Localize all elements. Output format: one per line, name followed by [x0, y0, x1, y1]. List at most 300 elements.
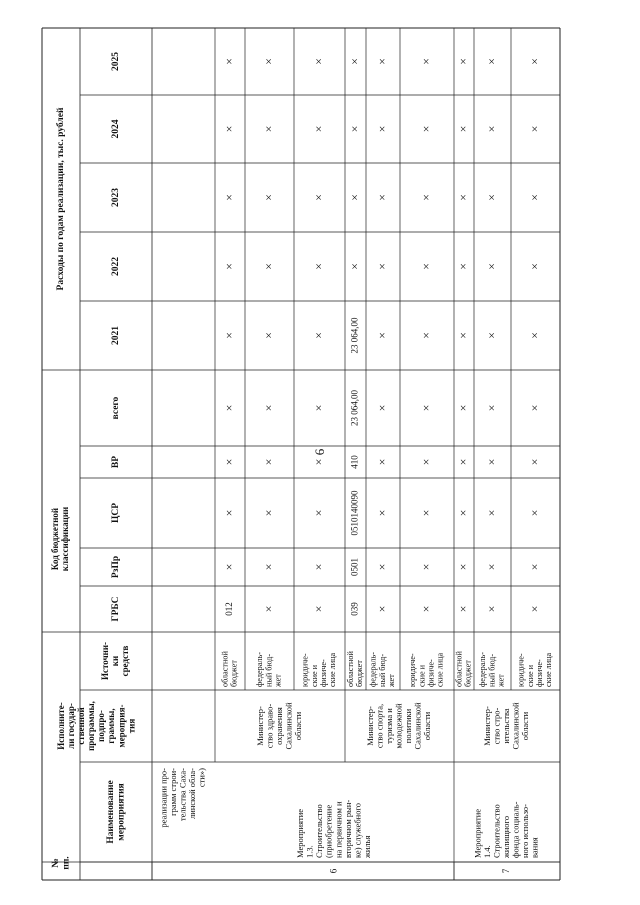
- cell-y2023-line: ×: [311, 194, 326, 201]
- header-expense-group: [55, 107, 66, 290]
- cell-rzpr: [222, 564, 236, 571]
- cell-total: [375, 405, 389, 412]
- cell-vr: [484, 459, 498, 466]
- row-source: [220, 651, 238, 687]
- cell-grbs: [261, 606, 275, 613]
- cell-y2023: [347, 194, 361, 201]
- row-source: [301, 652, 338, 687]
- cell-grbs-line: ×: [418, 605, 433, 613]
- cell-grbs-line: ×: [311, 605, 326, 613]
- row-executor-line: области: [519, 711, 530, 741]
- cell-vr-line: ×: [311, 458, 326, 466]
- cell-y2023-line: ×: [418, 194, 433, 201]
- table-cells: [50, 52, 553, 874]
- cell-y2022-line: ×: [374, 263, 389, 270]
- cell-y2023: [311, 194, 325, 201]
- cell-y2022: [375, 263, 389, 270]
- cell-rzpr: [375, 564, 389, 571]
- row-source: [408, 652, 445, 687]
- header-total: [111, 396, 121, 419]
- page-number: 6: [311, 448, 327, 456]
- header-source-line: ки: [110, 655, 121, 667]
- cell-grbs-line: ×: [484, 605, 499, 613]
- cell-y2022-line: ×: [311, 263, 326, 270]
- cell-y2021: [311, 332, 325, 339]
- row-executor: [482, 702, 530, 749]
- cell-y2021: [375, 332, 389, 339]
- cell-total: [311, 405, 325, 412]
- cell-y2022-line: ×: [347, 263, 362, 270]
- row-name-line: Строительство: [314, 804, 325, 858]
- header-num: [51, 856, 72, 869]
- cell-total: [350, 390, 360, 427]
- cell-vr-line: 410: [349, 455, 360, 469]
- cell-y2025-line: ×: [261, 58, 276, 65]
- cell-vr-line: ×: [527, 458, 542, 466]
- cell-grbs: [375, 606, 389, 613]
- cell-y2022: [222, 263, 236, 270]
- row-source-line: бюджет: [354, 660, 364, 687]
- cell-vr-line: ×: [221, 458, 236, 466]
- row-executor-line: ство здраво-: [264, 703, 275, 749]
- row-name-line: (приобретение: [323, 804, 334, 858]
- continuation-name: [158, 768, 206, 828]
- row-source-line: юридиче-: [408, 653, 418, 687]
- cell-csr: [222, 510, 236, 517]
- cell-y2025: [484, 58, 498, 65]
- cell-rzpr-line: 0501: [349, 558, 360, 576]
- row-source-line: ские и: [309, 664, 319, 687]
- cell-y2025-line: ×: [221, 58, 236, 65]
- cell-grbs-line: ×: [455, 605, 470, 613]
- cell-y2025: [456, 58, 470, 65]
- cell-y2024: [419, 126, 433, 133]
- row-name: [472, 801, 539, 859]
- cell-rzpr: [456, 564, 470, 571]
- row-source-line: юридиче-: [300, 653, 310, 687]
- cell-total: [456, 405, 470, 412]
- row-executor-line: Сахалинской: [510, 702, 521, 750]
- cell-y2025-line: ×: [484, 58, 499, 65]
- row-source-line: ный бюд-: [264, 653, 274, 687]
- cell-grbs: [224, 602, 234, 616]
- cell-total-line: ×: [418, 404, 433, 412]
- cell-y2023: [419, 194, 433, 201]
- cell-y2021-line: ×: [221, 332, 236, 339]
- cell-rzpr-line: ×: [221, 563, 236, 571]
- cell-y2023: [456, 194, 470, 201]
- cell-vr: [311, 459, 325, 466]
- row-source-line: ские и: [417, 664, 427, 687]
- cell-vr-line: ×: [418, 458, 433, 466]
- header-y2023-line: 2023: [111, 188, 122, 207]
- cell-y2024-line: ×: [527, 125, 542, 133]
- cell-y2025: [347, 58, 361, 65]
- cell-y2021: [527, 332, 541, 339]
- cell-y2023: [527, 194, 541, 201]
- cell-rzpr: [527, 564, 541, 571]
- cell-y2025-line: ×: [455, 58, 470, 65]
- cell-rzpr: [350, 558, 360, 576]
- header-source-line: Источни-: [99, 641, 110, 681]
- row-executor-line: Министер-: [364, 706, 375, 746]
- cell-rzpr: [419, 564, 433, 571]
- cell-rzpr-line: ×: [455, 563, 470, 571]
- row-executor-line: Министер-: [481, 706, 492, 746]
- row-executor-line: туризма и: [383, 708, 394, 744]
- cell-csr-line: ×: [311, 509, 326, 517]
- cell-csr: [527, 510, 541, 517]
- row-source-line: ские лица: [435, 652, 445, 687]
- cell-grbs: [350, 602, 360, 616]
- cell-y2021-line: ×: [455, 332, 470, 339]
- cell-total: [261, 405, 275, 412]
- cell-y2022-line: ×: [527, 263, 542, 270]
- cell-y2021: [222, 332, 236, 339]
- cell-vr: [456, 459, 470, 466]
- row-number-line: 6: [328, 868, 339, 874]
- row-source-line: федераль-: [368, 652, 378, 687]
- row-executor-line: области: [292, 711, 303, 741]
- cell-y2024: [261, 126, 275, 133]
- cell-vr: [419, 459, 433, 466]
- header-grbs-line: ГРБС: [111, 596, 122, 622]
- cell-csr: [311, 510, 325, 517]
- header-total-line: всего: [111, 396, 122, 420]
- header-executor-line: ственной: [75, 707, 86, 745]
- cell-rzpr-line: ×: [374, 563, 389, 571]
- cell-y2022: [347, 263, 361, 270]
- cell-csr: [419, 510, 433, 517]
- cell-y2021-line: ×: [261, 332, 276, 339]
- cell-y2025-line: ×: [418, 58, 433, 65]
- header-vr: [111, 456, 121, 468]
- row-name-line: жилья: [361, 835, 372, 858]
- cell-y2022-line: ×: [261, 263, 276, 270]
- cell-y2022-line: ×: [221, 263, 236, 270]
- header-executor-line: мероприя-: [116, 704, 127, 748]
- cell-y2025: [527, 58, 541, 65]
- row-executor-line: охранения: [273, 707, 284, 745]
- row-executor-line: Сахалинской: [283, 702, 294, 750]
- continuation-name-line: сти»): [196, 768, 207, 788]
- header-y2023: [111, 188, 121, 207]
- cell-y2024: [484, 126, 498, 133]
- cell-total-line: ×: [374, 404, 389, 412]
- row-name-line: Мероприятие: [472, 808, 483, 858]
- cell-y2021: [261, 332, 275, 339]
- cell-y2025: [222, 58, 236, 65]
- cell-y2024: [311, 126, 325, 133]
- table-grid: [42, 28, 560, 880]
- row-source: [369, 652, 396, 688]
- header-name: [106, 780, 127, 843]
- cell-grbs: [527, 606, 541, 613]
- continuation-name-line: линской обла-: [186, 768, 197, 819]
- cell-y2024-line: ×: [374, 125, 389, 133]
- cell-rzpr: [484, 564, 498, 571]
- cell-y2024-line: ×: [455, 125, 470, 133]
- cell-y2024-line: ×: [221, 125, 236, 133]
- cell-y2021: [484, 332, 498, 339]
- cell-y2022: [484, 263, 498, 270]
- row-source-line: физиче-: [426, 659, 436, 687]
- cell-y2022: [456, 263, 470, 270]
- row-executor-line: области: [422, 711, 433, 741]
- row-source-line: бюджет: [229, 660, 239, 687]
- header-executor-line: граммы,: [106, 708, 117, 744]
- cell-csr-line: ×: [418, 509, 433, 517]
- cell-y2023-line: ×: [455, 194, 470, 201]
- row-name-line: Мероприятие: [295, 808, 306, 858]
- header-num-line: пп.: [61, 856, 72, 870]
- row-name-line: на первичном и: [333, 801, 344, 858]
- cell-y2024: [375, 126, 389, 133]
- header-rzpr: [111, 556, 121, 578]
- row-source-line: жет: [496, 674, 506, 687]
- cell-y2025: [261, 58, 275, 65]
- cell-y2022-line: ×: [455, 263, 470, 270]
- row-source-line: ный бюд-: [487, 653, 497, 687]
- cell-y2025-line: ×: [527, 58, 542, 65]
- row-source-line: жет: [273, 674, 283, 687]
- cell-total: [527, 405, 541, 412]
- cell-y2025-line: ×: [374, 58, 389, 65]
- cell-y2023: [484, 194, 498, 201]
- header-executor-line: ли государ-: [65, 703, 76, 749]
- cell-csr-line: ×: [221, 509, 236, 517]
- continuation-name-line: грамм строи-: [167, 768, 178, 816]
- cell-csr: [375, 510, 389, 517]
- cell-vr-line: ×: [455, 458, 470, 466]
- cell-y2025: [311, 58, 325, 65]
- header-expense-group-line: Расходы по годам реализации, тыс. рублей: [56, 107, 67, 291]
- cell-y2022-line: ×: [418, 263, 433, 270]
- row-source-line: областной: [345, 651, 355, 687]
- row-executor-line: Сахалинской: [412, 702, 423, 750]
- header-name-line: Наименование: [105, 780, 116, 844]
- cell-y2023-line: ×: [527, 194, 542, 201]
- cell-grbs: [456, 606, 470, 613]
- cell-y2025: [375, 58, 389, 65]
- cell-csr: [484, 510, 498, 517]
- row-name-line: ного использо-: [519, 804, 530, 858]
- cell-vr: [261, 459, 275, 466]
- header-y2022-line: 2022: [111, 257, 122, 276]
- header-rzpr-line: РзПр: [111, 555, 122, 579]
- cell-y2023: [375, 194, 389, 201]
- cell-total-line: 23 064,00: [349, 390, 360, 426]
- cell-y2021-line: ×: [311, 332, 326, 339]
- cell-vr-line: ×: [374, 458, 389, 466]
- header-budget-group-line: Код бюджетной: [50, 507, 61, 571]
- cell-csr-line: ×: [374, 509, 389, 517]
- row-source-line: бюджет: [463, 660, 473, 687]
- cell-total-line: ×: [455, 404, 470, 412]
- cell-y2024: [222, 126, 236, 133]
- cell-y2021-line: ×: [374, 332, 389, 339]
- cell-grbs: [484, 606, 498, 613]
- row-source-line: физиче-: [534, 659, 544, 687]
- row-executor: [365, 702, 432, 749]
- cell-y2025-line: ×: [347, 58, 362, 65]
- cell-y2022: [261, 263, 275, 270]
- cell-y2024: [456, 126, 470, 133]
- header-executor: [56, 701, 137, 751]
- cell-csr-line: ×: [261, 509, 276, 517]
- row-source-line: федераль-: [255, 652, 265, 687]
- cell-total: [222, 405, 236, 412]
- cell-y2021: [419, 332, 433, 339]
- cell-total: [484, 405, 498, 412]
- row-source: [454, 651, 472, 687]
- cell-y2024-line: ×: [347, 125, 362, 133]
- cell-y2022-line: ×: [484, 263, 499, 270]
- row-source-line: областной: [454, 651, 464, 687]
- cell-grbs-line: ×: [527, 605, 542, 613]
- cell-vr: [527, 459, 541, 466]
- cell-total-line: ×: [527, 404, 542, 412]
- cell-grbs-line: ×: [374, 605, 389, 613]
- cell-vr: [222, 459, 236, 466]
- header-csr-line: ЦСР: [111, 502, 122, 524]
- cell-total-line: ×: [311, 404, 326, 412]
- row-executor-line: ство стро-: [491, 707, 502, 745]
- header-y2024: [111, 119, 121, 138]
- cell-rzpr: [261, 564, 275, 571]
- cell-total-line: ×: [221, 404, 236, 412]
- cell-rzpr: [311, 564, 325, 571]
- row-executor-line: политики: [402, 708, 413, 744]
- cell-vr-line: ×: [484, 458, 499, 466]
- cell-vr: [375, 459, 389, 466]
- cell-rzpr-line: ×: [418, 563, 433, 571]
- cell-y2023: [222, 194, 236, 201]
- cell-y2024-line: ×: [261, 125, 276, 133]
- header-source-line: средств: [120, 645, 131, 677]
- cell-grbs-line: 039: [349, 602, 360, 616]
- row-source: [517, 652, 554, 687]
- header-executor-line: Исполните-: [55, 702, 66, 750]
- row-source-line: жет: [387, 674, 397, 687]
- cell-y2022: [419, 263, 433, 270]
- cell-y2024-line: ×: [484, 125, 499, 133]
- row-number: [501, 868, 511, 873]
- cell-y2024: [347, 126, 361, 133]
- row-name-line: фонда социаль-: [510, 801, 521, 858]
- cell-y2021-line: ×: [418, 332, 433, 339]
- cell-y2023: [261, 194, 275, 201]
- row-source-line: физиче-: [318, 659, 328, 687]
- header-y2022: [111, 257, 121, 276]
- cell-total-line: ×: [261, 404, 276, 412]
- row-name-line: вания: [529, 837, 540, 858]
- header-y2024-line: 2024: [111, 119, 122, 139]
- cell-y2022: [311, 263, 325, 270]
- cell-vr-line: ×: [261, 458, 276, 466]
- cell-y2023-line: ×: [261, 194, 276, 201]
- cell-y2023-line: ×: [347, 194, 362, 201]
- header-y2025: [111, 52, 121, 71]
- row-source: [346, 651, 364, 687]
- row-executor-line: ительства: [500, 708, 511, 744]
- row-source-line: юридиче-: [516, 653, 526, 687]
- cell-grbs: [311, 606, 325, 613]
- row-name-line: жилищного: [500, 815, 511, 858]
- header-y2021-line: 2021: [111, 326, 122, 345]
- cell-csr-line: ×: [455, 509, 470, 517]
- header-grbs: [111, 596, 121, 621]
- cell-csr-line: 0510140090: [349, 490, 360, 536]
- row-source-line: ские и: [525, 664, 535, 687]
- cell-grbs-line: 012: [224, 602, 235, 616]
- row-name-line: Строительство: [491, 804, 502, 858]
- cell-y2023-line: ×: [374, 194, 389, 201]
- cell-y2021-line: ×: [484, 332, 499, 339]
- cell-grbs: [419, 606, 433, 613]
- header-budget-group: [50, 507, 70, 571]
- row-source: [255, 652, 282, 688]
- header-budget-group-line: классификации: [60, 506, 71, 572]
- cell-total: [419, 405, 433, 412]
- header-vr-line: ВР: [111, 455, 122, 469]
- cell-rzpr-line: ×: [261, 563, 276, 571]
- row-name-line: 1.3.: [304, 845, 315, 858]
- row-name-line: вторичном рын-: [342, 799, 353, 858]
- cell-y2021-line: 23 064,00: [349, 317, 360, 354]
- cell-y2024-line: ×: [311, 125, 326, 133]
- cell-y2021: [350, 317, 360, 354]
- cell-total-line: ×: [484, 404, 499, 412]
- cell-csr: [350, 490, 360, 536]
- row-executor-line: Министер-: [254, 706, 265, 746]
- row-source-line: областной: [220, 651, 230, 687]
- continuation-name-line: реализации про-: [158, 768, 169, 828]
- header-name-line: мероприятия: [116, 783, 127, 841]
- cell-csr: [261, 510, 275, 517]
- row-name-line: ке) служебного: [352, 803, 363, 858]
- continuation-name-line: тельства Саха-: [177, 768, 188, 822]
- header-y2021: [111, 326, 121, 345]
- cell-y2025: [419, 58, 433, 65]
- cell-rzpr-line: ×: [527, 563, 542, 571]
- header-num-line: №: [50, 858, 61, 868]
- header-csr: [111, 503, 121, 523]
- cell-csr-line: ×: [527, 509, 542, 517]
- row-source-line: ские лица: [328, 652, 338, 687]
- header-executor-line: подпро-: [96, 710, 107, 742]
- cell-y2023-line: ×: [484, 194, 499, 201]
- row-executor-line: ство спорта,: [374, 703, 385, 749]
- row-executor-line: молодежной: [393, 703, 404, 749]
- cell-rzpr-line: ×: [311, 563, 326, 571]
- row-source-line: ный бюд-: [377, 653, 387, 687]
- row-source-line: федераль-: [478, 652, 488, 687]
- cell-y2022: [527, 263, 541, 270]
- row-executor: [255, 702, 303, 749]
- cell-y2025-line: ×: [311, 58, 326, 65]
- cell-y2021: [456, 332, 470, 339]
- row-number: [329, 868, 339, 873]
- row-name-line: 1.4.: [481, 845, 492, 858]
- row-name: [295, 800, 372, 859]
- cell-y2021-line: ×: [527, 332, 542, 339]
- header-executor-line: тия: [126, 718, 137, 734]
- cell-y2023-line: ×: [221, 194, 236, 201]
- row-source-line: ские лица: [544, 652, 554, 687]
- header-source: [100, 642, 130, 680]
- cell-csr-line: ×: [484, 509, 499, 517]
